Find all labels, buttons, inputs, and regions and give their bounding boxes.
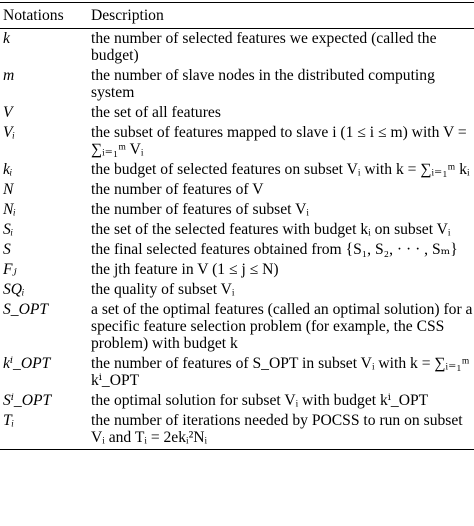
notation-description: the final selected features obtained from {S₁, S₂, · · · , Sₘ} [91, 241, 458, 258]
notation-symbol: Sⁱ_OPT [3, 392, 52, 409]
notation-symbol: m [3, 67, 15, 84]
table-row [0, 66, 474, 103]
notation-description: the number of features of subset Vᵢ [91, 201, 309, 218]
notation-symbol: Vᵢ [3, 124, 15, 141]
table-row [0, 103, 474, 123]
table-row [0, 354, 474, 391]
table-row [0, 160, 474, 180]
table-row [0, 180, 474, 200]
notation-symbol: kᵢ [3, 161, 13, 178]
notation-description: the number of iterations needed by POCSS to run on subset Vᵢ and Tᵢ = 2ekᵢ²Nᵢ [91, 411, 474, 450]
notation-description: the set of the selected features with budget kᵢ on subset Vᵢ [91, 221, 451, 238]
table-row [0, 220, 474, 240]
header-description: Description [91, 3, 474, 29]
notation-symbol: S [3, 241, 11, 258]
header-notations: Notations [0, 3, 91, 29]
notation-description: the optimal solution for subset Vᵢ with budget kⁱ_OPT [91, 392, 429, 409]
notation-symbol: S_OPT [3, 301, 49, 318]
notation-symbol: k [3, 30, 10, 47]
notation-description: the number of features of S_OPT in subset Vᵢ with k = ∑ᵢ₌₁ᵐ kⁱ_OPT [91, 355, 470, 389]
table-row [0, 300, 474, 354]
notation-symbol: kⁱ_OPT [3, 355, 51, 372]
table-row [0, 391, 474, 411]
notation-symbol: Nᵢ [3, 201, 16, 218]
notation-description: the jth feature in V (1 ≤ j ≤ N) [91, 261, 279, 278]
table-row [0, 29, 474, 67]
notation-symbol: V [3, 104, 13, 121]
notation-description: the budget of selected features on subset Vᵢ with k = ∑ᵢ₌₁ᵐ kᵢ [91, 161, 470, 178]
table-row [0, 411, 474, 450]
notation-symbol: N [3, 181, 14, 198]
notation-description: the quality of subset Vᵢ [91, 281, 235, 298]
table-header-row [0, 3, 474, 29]
table-row [0, 280, 474, 300]
notation-symbol: Tᵢ [0, 411, 91, 450]
notation-description: the number of slave nodes in the distributed computing system [91, 67, 435, 101]
notation-table [0, 2, 474, 450]
notation-description: a set of the optimal features (called an optimal solution) for a specific feature selection problem (for example, the CSS problem) with budget k [91, 301, 473, 352]
notation-symbol: Fⱼ [3, 261, 17, 278]
notation-description: the number of selected features we expected (called the budget) [91, 30, 437, 64]
notation-symbol: SQᵢ [3, 281, 25, 298]
table-row [0, 123, 474, 160]
notation-symbol: Sᵢ [3, 221, 14, 238]
table-row [0, 260, 474, 280]
notation-description: the number of features of V [91, 181, 264, 198]
notation-description: the set of all features [91, 104, 221, 121]
notation-description: the subset of features mapped to slave i (1 ≤ i ≤ m) with V = ∑ᵢ₌₁ᵐ Vᵢ [91, 124, 467, 158]
table-row [0, 240, 474, 260]
table-row [0, 200, 474, 220]
